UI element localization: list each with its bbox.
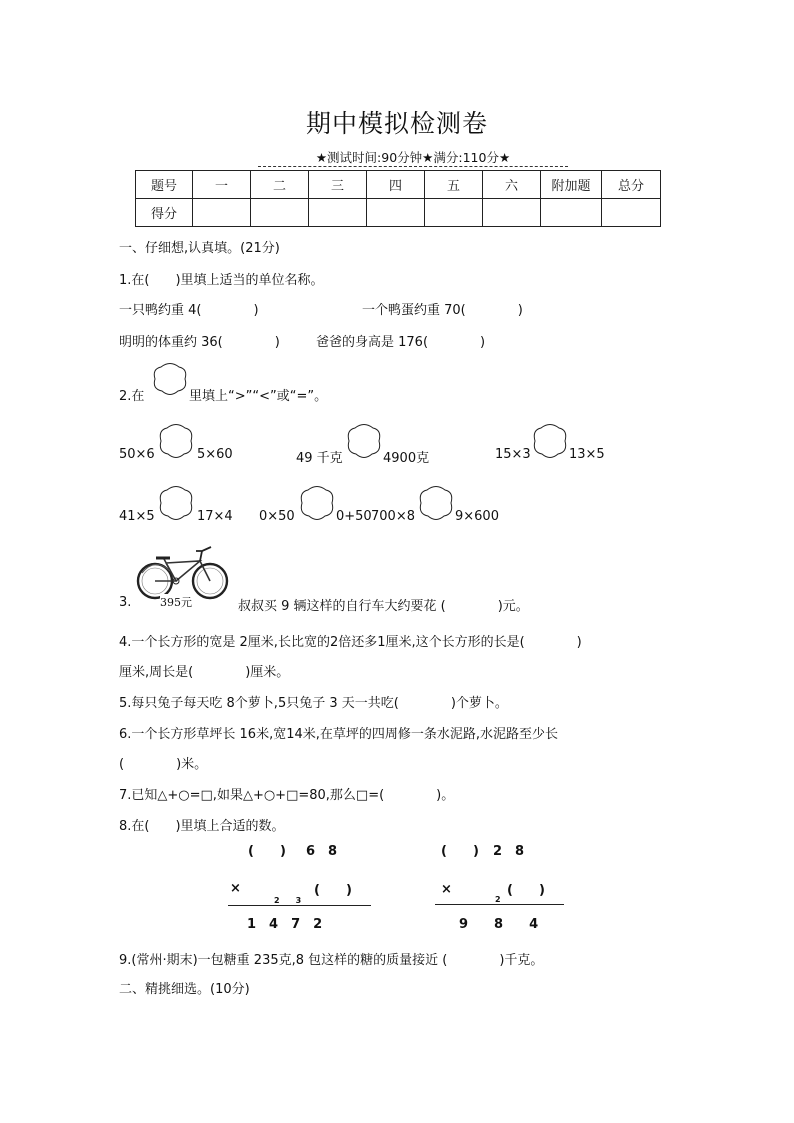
score-cell[interactable] [425, 199, 483, 227]
q2-right: 17×4 [197, 509, 233, 524]
q2-left: 50×6 [119, 447, 155, 462]
score-cell[interactable] [367, 199, 425, 227]
q6-line1: 6.一个长方形草坪长 16米,宽14米,在草坪的四周修一条水泥路,水泥路至少长 [119, 727, 559, 742]
cloud-blank-icon[interactable] [531, 422, 569, 460]
score-row-label: 得分 [136, 199, 193, 227]
score-table-header-row [136, 171, 661, 199]
calc2-top-blank[interactable]: ( ) [441, 844, 479, 859]
q2-left: 49 千克 [296, 451, 343, 466]
bicycle-price-tag: 395元 [160, 596, 192, 609]
q3-number: 3. [119, 595, 132, 610]
q2-right: 5×60 [197, 447, 233, 462]
q2-left: 41×5 [119, 509, 155, 524]
calc1-top-blank[interactable]: ( ) [248, 844, 286, 859]
score-cell[interactable] [541, 199, 602, 227]
calc2-small-digits: 2 [495, 895, 501, 904]
q1-item: 一个鸭蛋约重 70( ) [362, 303, 523, 318]
q2-left: 700×8 [371, 509, 415, 524]
test-info: ★测试时间:90分钟★满分:110分★ [258, 150, 568, 167]
score-header-cell: 附加题 [541, 171, 602, 199]
q2-right: 0+50 [336, 509, 372, 524]
q4-line2: 厘米,周长是( )厘米。 [119, 665, 290, 680]
cloud-blank-icon[interactable] [157, 484, 195, 522]
cloud-blank-icon[interactable] [345, 422, 383, 460]
calc1-top-digits: 6 8 [306, 844, 338, 859]
q7-text: 7.已知△+○=□,如果△+○+□=80,那么□=( )。 [119, 788, 455, 803]
q8-prompt: 8.在( )里填上合适的数。 [119, 819, 285, 834]
calc1-times: × [230, 881, 241, 896]
calc2-times: × [441, 882, 452, 897]
q2-right: 4900克 [383, 451, 430, 466]
score-header-cell: 题号 [136, 171, 193, 199]
calc1-rule [228, 905, 371, 906]
q1-item: 爸爸的身高是 176( ) [316, 335, 486, 350]
q5-text: 5.每只兔子每天吃 8个萝卜,5只兔子 3 天一共吃( )个萝卜。 [119, 696, 508, 711]
q2-prefix: 2.在 [119, 389, 145, 404]
score-cell[interactable] [309, 199, 367, 227]
score-cell[interactable] [193, 199, 251, 227]
calc2-result: 9 8 4 [459, 917, 539, 932]
score-header-cell: 一 [193, 171, 251, 199]
calc2-multiplier-blank[interactable]: ( ) [507, 883, 545, 898]
score-cell[interactable] [602, 199, 661, 227]
section-1-heading: 一、仔细想,认真填。(21分) [119, 241, 280, 256]
score-cell[interactable] [483, 199, 541, 227]
cloud-blank-icon[interactable] [417, 484, 455, 522]
cloud-blank-icon [151, 361, 189, 397]
calc2-top-digits: 2 8 [493, 844, 525, 859]
score-header-cell: 四 [367, 171, 425, 199]
score-header-cell: 六 [483, 171, 541, 199]
q2-suffix: 里填上“>”“<”或“=”。 [189, 389, 328, 404]
q6-line2: ( )米。 [119, 757, 208, 772]
q1-prompt: 1.在( )里填上适当的单位名称。 [119, 273, 324, 288]
q3-text: 叔叔买 9 辆这样的自行车大约要花 ( )元。 [238, 599, 529, 614]
q4-line1: 4.一个长方形的宽是 2厘米,长比宽的2倍还多1厘米,这个长方形的长是( ) [119, 635, 582, 650]
q2-left: 0×50 [259, 509, 295, 524]
q1-item: 一只鸭约重 4( ) [119, 303, 259, 318]
score-table [135, 170, 661, 227]
q2-right: 13×5 [569, 447, 605, 462]
calc2-rule [435, 904, 564, 905]
score-header-cell: 二 [251, 171, 309, 199]
score-header-cell: 总分 [602, 171, 661, 199]
score-header-cell: 五 [425, 171, 483, 199]
calc1-multiplier-blank[interactable]: ( ) [314, 883, 352, 898]
page-title: 期中模拟检测卷 [305, 109, 488, 138]
cloud-blank-icon[interactable] [157, 422, 195, 460]
calc1-result: 1 4 7 2 [247, 917, 323, 932]
q1-item: 明明的体重约 36( ) [119, 335, 280, 350]
cloud-blank-icon[interactable] [298, 484, 336, 522]
section-2-heading: 二、精挑细选。(10分) [119, 982, 250, 997]
calc1-small-digits: 2 3 [274, 896, 302, 905]
score-cell[interactable] [251, 199, 309, 227]
score-table-score-row [136, 199, 661, 227]
q2-left: 15×3 [495, 447, 531, 462]
score-header-cell: 三 [309, 171, 367, 199]
q9-text: 9.(常州·期末)一包糖重 235克,8 包这样的糖的质量接近 ( )千克。 [119, 953, 544, 968]
q2-right: 9×600 [455, 509, 499, 524]
